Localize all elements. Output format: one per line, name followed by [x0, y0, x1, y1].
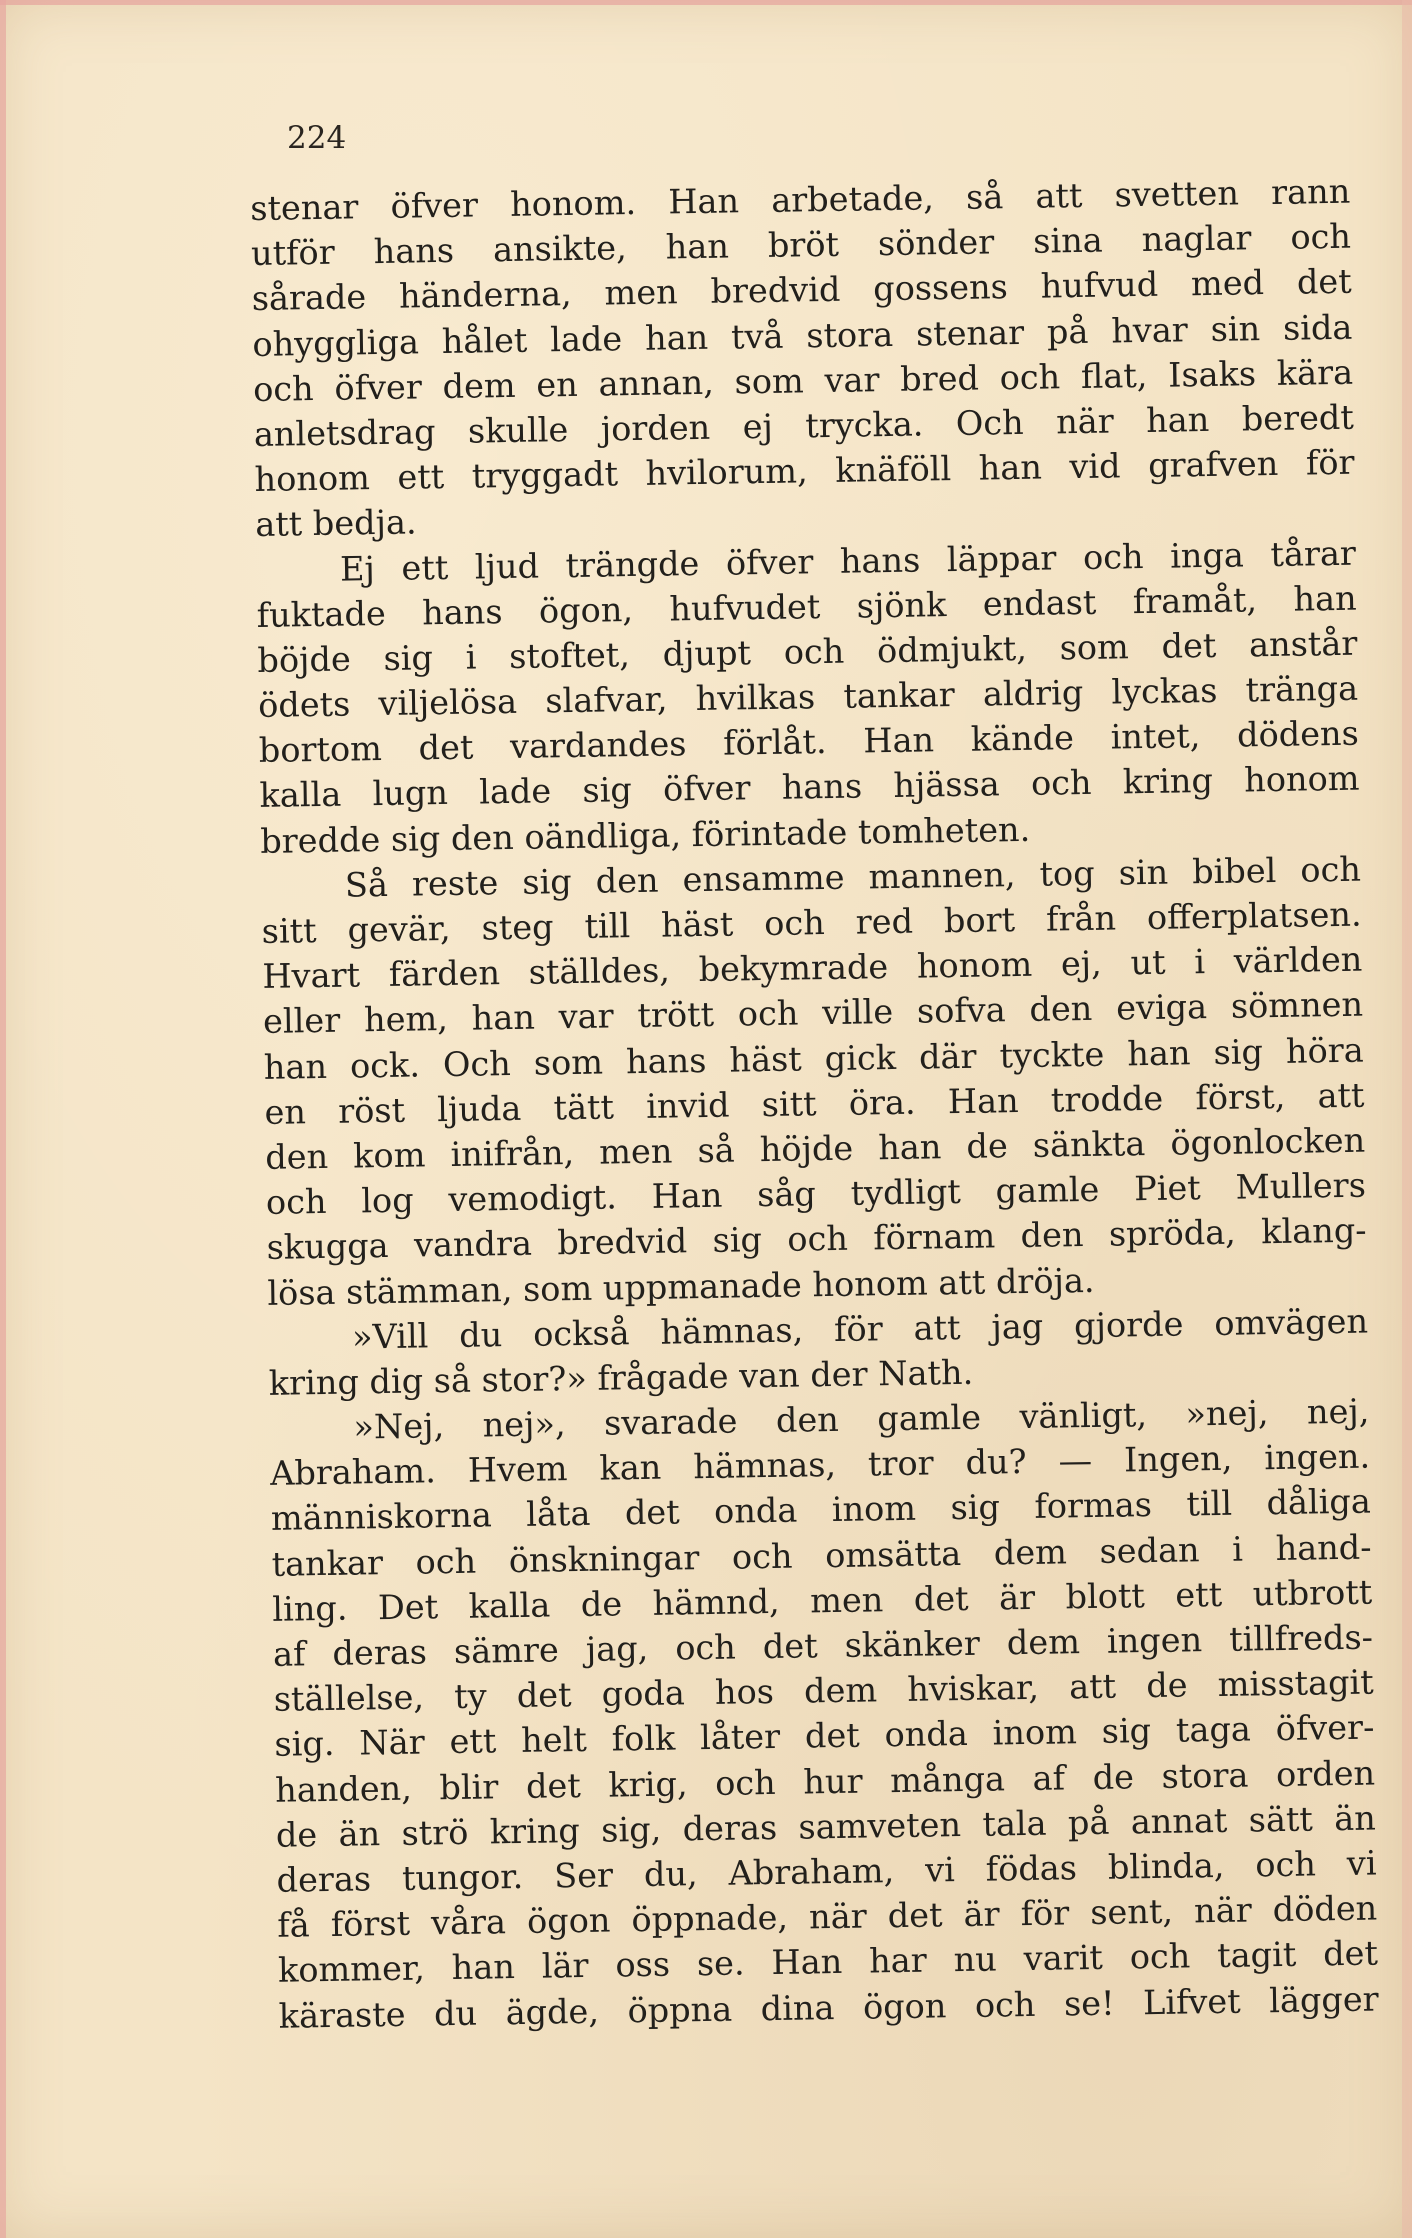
text-line: ödets viljelösa slafvar, hvilkas tankar aldrig lyckas tränga	[257, 668, 1359, 725]
text-line: ling. Det kalla de hämnd, men det är blott ett utbrott	[272, 1572, 1373, 1629]
text-line: käraste du ägde, öppna dina ögon och se! Lifvet lägger	[278, 1978, 1379, 2036]
text-line: sårade händerna, men bredvid gossens hufvud med det	[251, 262, 1352, 319]
text-line: lösa stämman, som uppmanade honom att dröja.	[267, 1260, 1095, 1313]
text-line: stenar öfver honom. Han arbetade, så att svetten rann	[250, 171, 1351, 228]
text-line: kalla lugn lade sig öfver hans hjässa och kring honom	[259, 759, 1360, 816]
text-line: handen, blir det krig, och hur många af de stora orden	[274, 1753, 1376, 1810]
page-edge-left	[0, 0, 6, 2238]
text-line: och öfver dem en annan, som var bred och flat, Isaks kära	[252, 352, 1354, 409]
text-line: ohyggliga hålet lade han två stora stenar på hvar sin sida	[252, 307, 1353, 364]
text-line: sig. När ett helt folk låter det onda inom sig taga öfver-	[274, 1707, 1375, 1765]
text-line: Abraham. Hvem kan hämnas, tror du? — Ingen, ingen.	[269, 1436, 1371, 1494]
text-line: en röst ljuda tätt invid sitt öra. Han trodde först, att	[264, 1075, 1365, 1132]
text-line: bredde sig den oändliga, förintade tomheten.	[259, 809, 1031, 861]
page-edge-top	[0, 0, 1412, 5]
text-line: af deras sämre jag, och det skänker dem ingen tillfreds-	[272, 1617, 1374, 1674]
text-line: bortom det vardandes förlåt. Han kände intet, dödens	[258, 713, 1360, 771]
text-line: skugga vandra bredvid sig och förnam den spröda, klang-	[266, 1210, 1367, 1268]
body-text	[250, 169, 1379, 2039]
text-line: Så reste sig den ensamme mannen, tog sin bibel och	[344, 849, 1362, 905]
text-line: utför hans ansikte, han bröt sönder sina naglar och	[250, 216, 1352, 274]
text-line: att bedja.	[255, 502, 417, 545]
text-line: få först våra ögon öppnade, när det är för sent, när döden	[277, 1888, 1378, 1945]
text-line: Ej ett ljud trängde öfver hans läppar och inga tårar	[339, 533, 1357, 589]
text-line: han ock. Och som hans häst gick där tyckte han sig höra	[263, 1030, 1365, 1087]
text-line: kring dig så stor?» frågade van der Nath.	[268, 1352, 974, 1403]
text-line: fuktade hans ögon, hufvudet sjönk endast framåt, han	[256, 578, 1357, 635]
text-line: tankar och önskningar och omsätta dem sedan i hand-	[271, 1527, 1372, 1584]
text-line: ställelse, ty det goda hos dem hviskar, att de misstagit	[273, 1662, 1374, 1719]
text-line: människorna låta det onda inom sig formas till dåliga	[270, 1481, 1372, 1539]
text-line: eller hem, han var trött och ville sofva den eviga sömnen	[262, 984, 1364, 1042]
text-line: den kom inifrån, men så höjde han de sänkta ögonlocken	[264, 1120, 1366, 1177]
text-line: de än strö kring sig, deras samveten tala på annat sätt än	[275, 1798, 1377, 1855]
page-number: 224	[287, 120, 347, 156]
text-line: och log vemodigt. Han såg tydligt gamle Piet Mullers	[265, 1165, 1367, 1222]
text-line: sitt gevär, steg till häst och red bort från offerplatsen.	[261, 894, 1362, 951]
text-line: »Vill du också hämnas, för att jag gjorde omvägen	[351, 1301, 1369, 1357]
text-line: anletsdrag skulle jorden ej trycka. Och när han beredt	[253, 397, 1355, 454]
text-line: kommer, han lär oss se. Han har nu varit och tagit det	[277, 1933, 1379, 1991]
text-line: honom ett tryggadt hvilorum, knäföll han vid grafven för	[254, 442, 1355, 500]
text-line: deras tungor. Ser du, Abraham, vi födas blinda, och vi	[276, 1843, 1377, 1900]
page-edge-right	[1402, 0, 1412, 2238]
text-line: »Nej, nej», svarade den gamle vänligt, »nej, nej,	[353, 1391, 1370, 1447]
text-line: böjde sig i stoftet, djupt och ödmjukt, som det anstår	[257, 623, 1358, 680]
text-line: Hvart färden ställdes, bekymrade honom ej, ut i världen	[262, 939, 1363, 997]
